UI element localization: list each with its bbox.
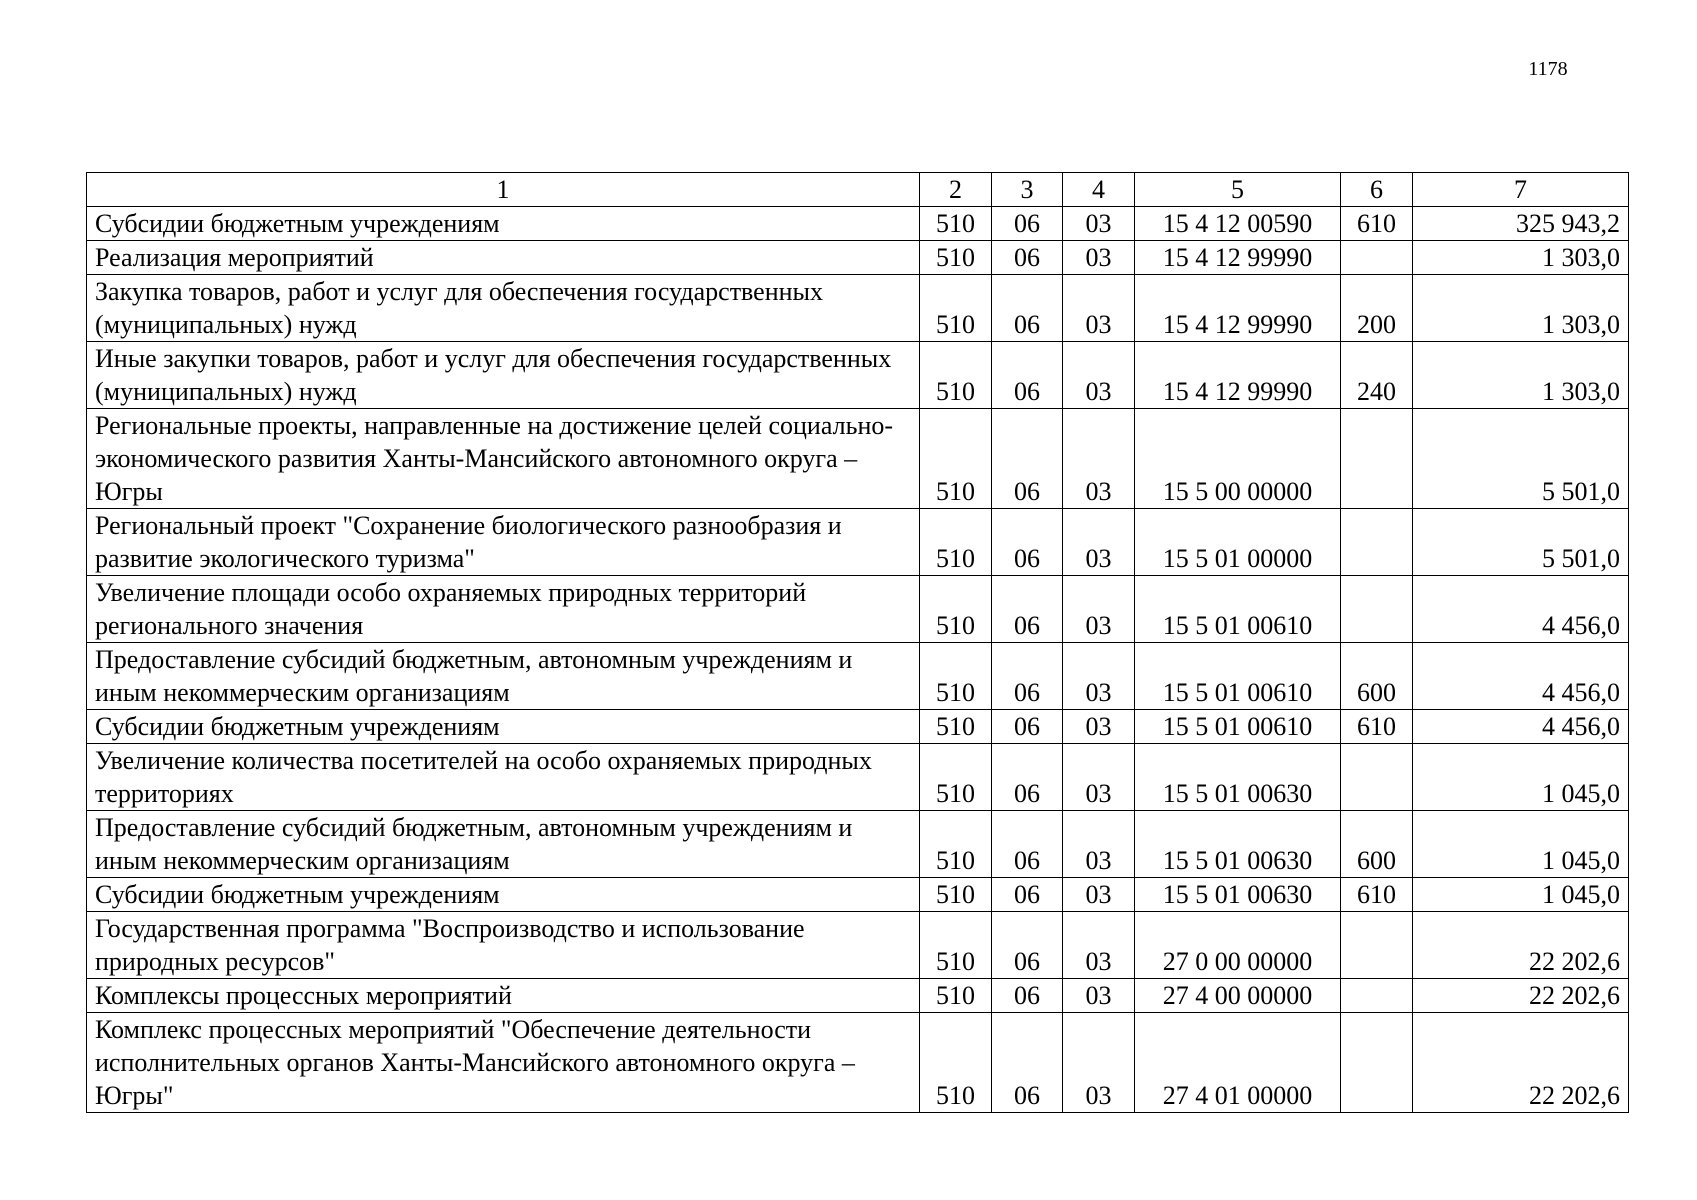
header-col-7: 7	[1413, 173, 1629, 207]
table-cell-admin: 510	[920, 744, 992, 811]
table-cell-name: Предоставление субсидий бюджетным, автономным учреждениям и иным некоммерческим организациям	[87, 643, 920, 710]
table-cell-section: 06	[992, 979, 1063, 1013]
table-row	[87, 207, 1629, 241]
header-col-1: 1	[87, 173, 920, 207]
header-col-4: 4	[1063, 173, 1135, 207]
table-cell-section: 06	[992, 744, 1063, 811]
table-row	[87, 878, 1629, 912]
table-cell-target: 15 5 01 00630	[1135, 878, 1341, 912]
table-cell-amount: 1 303,0	[1413, 342, 1629, 409]
table-cell-amount: 22 202,6	[1413, 912, 1629, 979]
table-cell-subsection: 03	[1063, 509, 1135, 576]
table-cell-name: Субсидии бюджетным учреждениям	[87, 207, 920, 241]
table-cell-expense-type	[1341, 1013, 1413, 1113]
table-cell-name: Закупка товаров, работ и услуг для обеспечения государственных (муниципальных) нужд	[87, 275, 920, 342]
table-cell-target: 15 5 01 00610	[1135, 710, 1341, 744]
table-cell-name: Комплекс процессных мероприятий "Обеспечение деятельности исполнительных органов Ханты-Мансийского автономного округа – Югры"	[87, 1013, 920, 1113]
table-cell-expense-type: 610	[1341, 207, 1413, 241]
table-cell-admin: 510	[920, 912, 992, 979]
table-cell-expense-type	[1341, 509, 1413, 576]
table-cell-amount: 22 202,6	[1413, 979, 1629, 1013]
table-cell-expense-type: 200	[1341, 275, 1413, 342]
table-cell-name: Субсидии бюджетным учреждениям	[87, 710, 920, 744]
table-cell-subsection: 03	[1063, 275, 1135, 342]
table-row	[87, 811, 1629, 878]
table-row	[87, 275, 1629, 342]
table-cell-amount: 4 456,0	[1413, 576, 1629, 643]
table-cell-admin: 510	[920, 207, 992, 241]
table-row	[87, 979, 1629, 1013]
table-cell-expense-type: 240	[1341, 342, 1413, 409]
table-cell-amount: 1 045,0	[1413, 811, 1629, 878]
table-cell-name: Предоставление субсидий бюджетным, автономным учреждениям и иным некоммерческим организациям	[87, 811, 920, 878]
table-cell-name: Региональный проект "Сохранение биологического разнообразия и развитие экологического туризма"	[87, 509, 920, 576]
table-cell-admin: 510	[920, 342, 992, 409]
table-cell-target: 15 5 01 00610	[1135, 576, 1341, 643]
table-cell-subsection: 03	[1063, 643, 1135, 710]
table-cell-target: 15 5 01 00630	[1135, 811, 1341, 878]
page-number: 1178	[1528, 58, 1568, 80]
table-cell-amount: 1 045,0	[1413, 878, 1629, 912]
table-cell-subsection: 03	[1063, 207, 1135, 241]
table-cell-admin: 510	[920, 509, 992, 576]
table-cell-expense-type	[1341, 409, 1413, 509]
table-cell-subsection: 03	[1063, 1013, 1135, 1113]
table-cell-name: Иные закупки товаров, работ и услуг для обеспечения государственных (муниципальных) нужд	[87, 342, 920, 409]
table-cell-section: 06	[992, 207, 1063, 241]
header-col-3: 3	[992, 173, 1063, 207]
header-col-6: 6	[1341, 173, 1413, 207]
table-cell-subsection: 03	[1063, 342, 1135, 409]
table-cell-amount: 4 456,0	[1413, 643, 1629, 710]
table-cell-target: 27 0 00 00000	[1135, 912, 1341, 979]
table-cell-subsection: 03	[1063, 710, 1135, 744]
table-cell-section: 06	[992, 643, 1063, 710]
table-cell-target: 15 4 12 99990	[1135, 241, 1341, 275]
table-cell-amount: 5 501,0	[1413, 409, 1629, 509]
table-cell-name: Увеличение количества посетителей на особо охраняемых природных территориях	[87, 744, 920, 811]
table-cell-expense-type: 600	[1341, 811, 1413, 878]
table-cell-subsection: 03	[1063, 811, 1135, 878]
table-cell-subsection: 03	[1063, 878, 1135, 912]
table-cell-name: Государственная программа "Воспроизводство и использование природных ресурсов"	[87, 912, 920, 979]
header-col-5: 5	[1135, 173, 1341, 207]
table-cell-admin: 510	[920, 979, 992, 1013]
table-cell-subsection: 03	[1063, 979, 1135, 1013]
table-cell-target: 27 4 01 00000	[1135, 1013, 1341, 1113]
table-row	[87, 643, 1629, 710]
table-cell-section: 06	[992, 710, 1063, 744]
table-cell-subsection: 03	[1063, 744, 1135, 811]
table-cell-name: Субсидии бюджетным учреждениям	[87, 878, 920, 912]
table-cell-admin: 510	[920, 811, 992, 878]
table-cell-subsection: 03	[1063, 409, 1135, 509]
table-cell-amount: 5 501,0	[1413, 509, 1629, 576]
table-cell-section: 06	[992, 912, 1063, 979]
table-cell-expense-type	[1341, 241, 1413, 275]
table-cell-admin: 510	[920, 241, 992, 275]
table-cell-expense-type	[1341, 912, 1413, 979]
table-cell-amount: 325 943,2	[1413, 207, 1629, 241]
table-cell-expense-type: 600	[1341, 643, 1413, 710]
table-cell-target: 15 5 01 00610	[1135, 643, 1341, 710]
table-cell-expense-type	[1341, 744, 1413, 811]
table-cell-subsection: 03	[1063, 241, 1135, 275]
table-row	[87, 1013, 1629, 1113]
table-cell-section: 06	[992, 509, 1063, 576]
table-cell-section: 06	[992, 342, 1063, 409]
table-cell-target: 15 4 12 00590	[1135, 207, 1341, 241]
table-cell-admin: 510	[920, 409, 992, 509]
table-row	[87, 576, 1629, 643]
table-cell-expense-type	[1341, 576, 1413, 643]
table-cell-target: 15 5 01 00630	[1135, 744, 1341, 811]
table-cell-subsection: 03	[1063, 576, 1135, 643]
table-cell-name: Комплексы процессных мероприятий	[87, 979, 920, 1013]
table-row	[87, 710, 1629, 744]
table-cell-expense-type	[1341, 979, 1413, 1013]
table-cell-target: 15 4 12 99990	[1135, 275, 1341, 342]
table-cell-subsection: 03	[1063, 912, 1135, 979]
table-cell-amount: 1 303,0	[1413, 275, 1629, 342]
table-cell-target: 15 4 12 99990	[1135, 342, 1341, 409]
table-cell-admin: 510	[920, 710, 992, 744]
table-cell-amount: 22 202,6	[1413, 1013, 1629, 1113]
table-cell-admin: 510	[920, 643, 992, 710]
table-cell-name: Увеличение площади особо охраняемых природных территорий регионального значения	[87, 576, 920, 643]
table-cell-amount: 1 045,0	[1413, 744, 1629, 811]
table-cell-expense-type: 610	[1341, 878, 1413, 912]
table-cell-section: 06	[992, 409, 1063, 509]
table-cell-section: 06	[992, 275, 1063, 342]
table-row	[87, 241, 1629, 275]
table-cell-target: 15 5 00 00000	[1135, 409, 1341, 509]
table-row	[87, 912, 1629, 979]
table-cell-name: Реализация мероприятий	[87, 241, 920, 275]
table-cell-section: 06	[992, 576, 1063, 643]
table-cell-amount: 1 303,0	[1413, 241, 1629, 275]
table-cell-section: 06	[992, 878, 1063, 912]
table-cell-name: Региональные проекты, направленные на достижение целей социально-экономического развития Ханты-Мансийского автономного округа – Югры	[87, 409, 920, 509]
table-row	[87, 509, 1629, 576]
table-cell-amount: 4 456,0	[1413, 710, 1629, 744]
table-cell-expense-type: 610	[1341, 710, 1413, 744]
table-cell-section: 06	[992, 811, 1063, 878]
budget-table	[86, 172, 1629, 1113]
table-cell-admin: 510	[920, 275, 992, 342]
table-row	[87, 744, 1629, 811]
table-cell-admin: 510	[920, 1013, 992, 1113]
table-cell-section: 06	[992, 1013, 1063, 1113]
table-cell-admin: 510	[920, 576, 992, 643]
table-cell-section: 06	[992, 241, 1063, 275]
table-cell-target: 15 5 01 00000	[1135, 509, 1341, 576]
table-row	[87, 342, 1629, 409]
table-cell-target: 27 4 00 00000	[1135, 979, 1341, 1013]
table-cell-admin: 510	[920, 878, 992, 912]
header-row	[87, 173, 1629, 207]
header-col-2: 2	[920, 173, 992, 207]
table-row	[87, 409, 1629, 509]
